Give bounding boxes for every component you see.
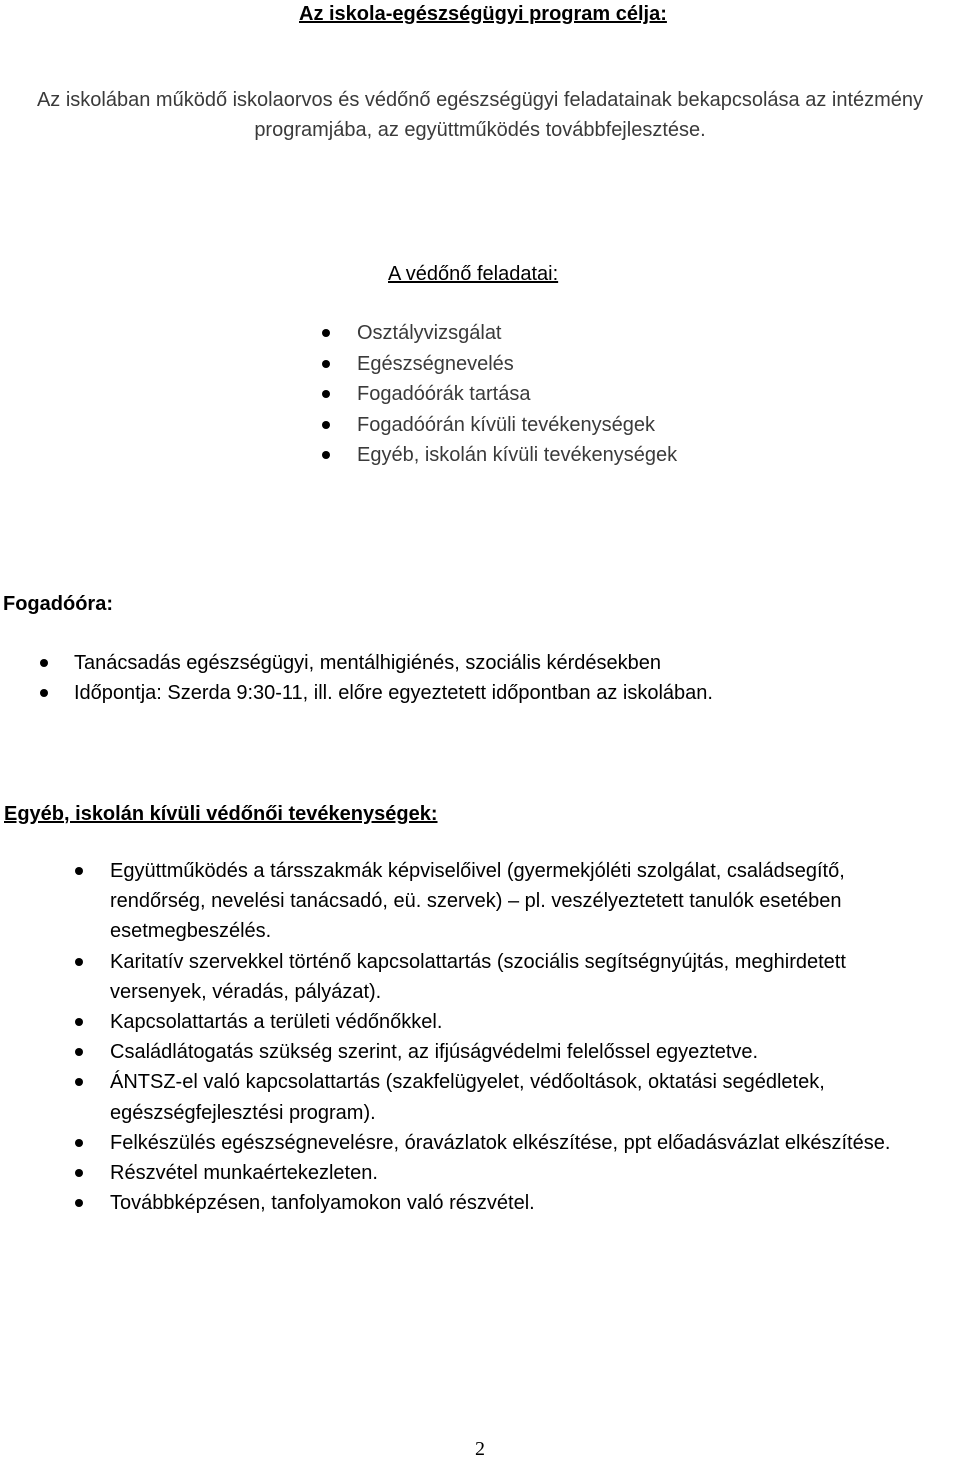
bullet-icon [75, 1199, 83, 1207]
office-hours-list [74, 648, 713, 708]
bullet-icon [40, 689, 48, 697]
list-item-text: Családlátogatás szükség szerint, az ifjúságvédelmi felelőssel egyeztetve. [110, 1041, 759, 1064]
page-number: 2 [475, 1438, 485, 1460]
bullet-icon [322, 421, 330, 429]
bullet-icon [322, 390, 330, 398]
list-item [110, 1067, 930, 1127]
bullet-icon [75, 1169, 83, 1177]
list-item-text: Továbbképzésen, tanfolyamokon való részvétel. [110, 1192, 535, 1215]
list-item-text: Felkészülés egészségnevelésre, óravázlatok elkészítése, ppt előadásvázlat elkészítése. [110, 1131, 891, 1154]
list-item [110, 856, 930, 947]
other-activities-list [110, 856, 930, 1218]
bullet-icon [322, 451, 330, 459]
list-item [110, 1158, 930, 1188]
bullet-icon [322, 329, 330, 337]
list-item-text: Részvétel munkaértekezleten. [110, 1162, 378, 1185]
bullet-icon [75, 958, 83, 966]
list-item-text: Tanácsadás egészségügyi, mentálhigiénés, szociális kérdésekben [74, 652, 662, 674]
list-item-text: Kapcsolattartás a területi védőnőkkel. [110, 1011, 443, 1034]
list-item-text: Fogadóórák tartása [357, 383, 531, 405]
list-item-text: Együttműködés a társszakmák képviselőivel (gyermekjóléti szolgálat, családsegítő, rendőrség, nevelési tanácsadó, eü. szervek) – pl. veszélyeztetett tanulók esetében esetmegbeszélés. [110, 860, 845, 943]
bullet-icon [75, 1018, 83, 1026]
nurse-tasks-list [357, 318, 677, 471]
list-item [110, 1007, 930, 1037]
list-item [110, 947, 930, 1007]
heading-other-activities: Egyéb, iskolán kívüli védőnői tevékenységek: [4, 803, 438, 825]
list-item [110, 1188, 930, 1218]
list-item-text: Időpontja: Szerda 9:30-11, ill. előre egyeztetett időpontban az iskolában. [74, 682, 713, 704]
heading-office-hours: Fogadóóra: [3, 593, 113, 615]
bullet-icon [75, 1048, 83, 1056]
heading-program-goal: Az iskola-egészségügyi program célja: [299, 3, 667, 25]
list-item [357, 318, 677, 349]
list-item [357, 410, 677, 441]
list-item [357, 379, 677, 410]
list-item [357, 349, 677, 380]
list-item-text: Karitatív szervekkel történő kapcsolattartás (szociális segítségnyújtás, meghirdetett versenyek, véradás, pályázat). [110, 950, 846, 1003]
list-item-text: Osztályvizsgálat [357, 322, 502, 344]
bullet-icon [75, 1078, 83, 1086]
bullet-icon [40, 659, 48, 667]
list-item [110, 1128, 930, 1158]
list-item-text: Fogadóórán kívüli tevékenységek [357, 413, 655, 436]
heading-nurse-tasks: A védőnő feladatai: [388, 263, 559, 285]
list-item [74, 678, 713, 708]
bullet-icon [75, 1139, 83, 1147]
list-item [74, 648, 713, 678]
list-item-text: Egészségnevelés [357, 352, 514, 375]
list-item [110, 1037, 930, 1067]
intro-paragraph: Az iskolában működő iskolaorvos és védőnő egészségügyi feladatainak bekapcsolása az intézmény programjába, az együttműködés továbbfejlesztése. [36, 89, 924, 141]
list-item-text: ÁNTSZ-el való kapcsolattartás (szakfelügyelet, védőoltások, oktatási segédletek, egészségfejlesztési program). [110, 1071, 825, 1124]
list-item [357, 440, 677, 471]
bullet-icon [75, 867, 83, 875]
bullet-icon [322, 360, 330, 368]
list-item-text: Egyéb, iskolán kívüli tevékenységek [357, 444, 678, 466]
